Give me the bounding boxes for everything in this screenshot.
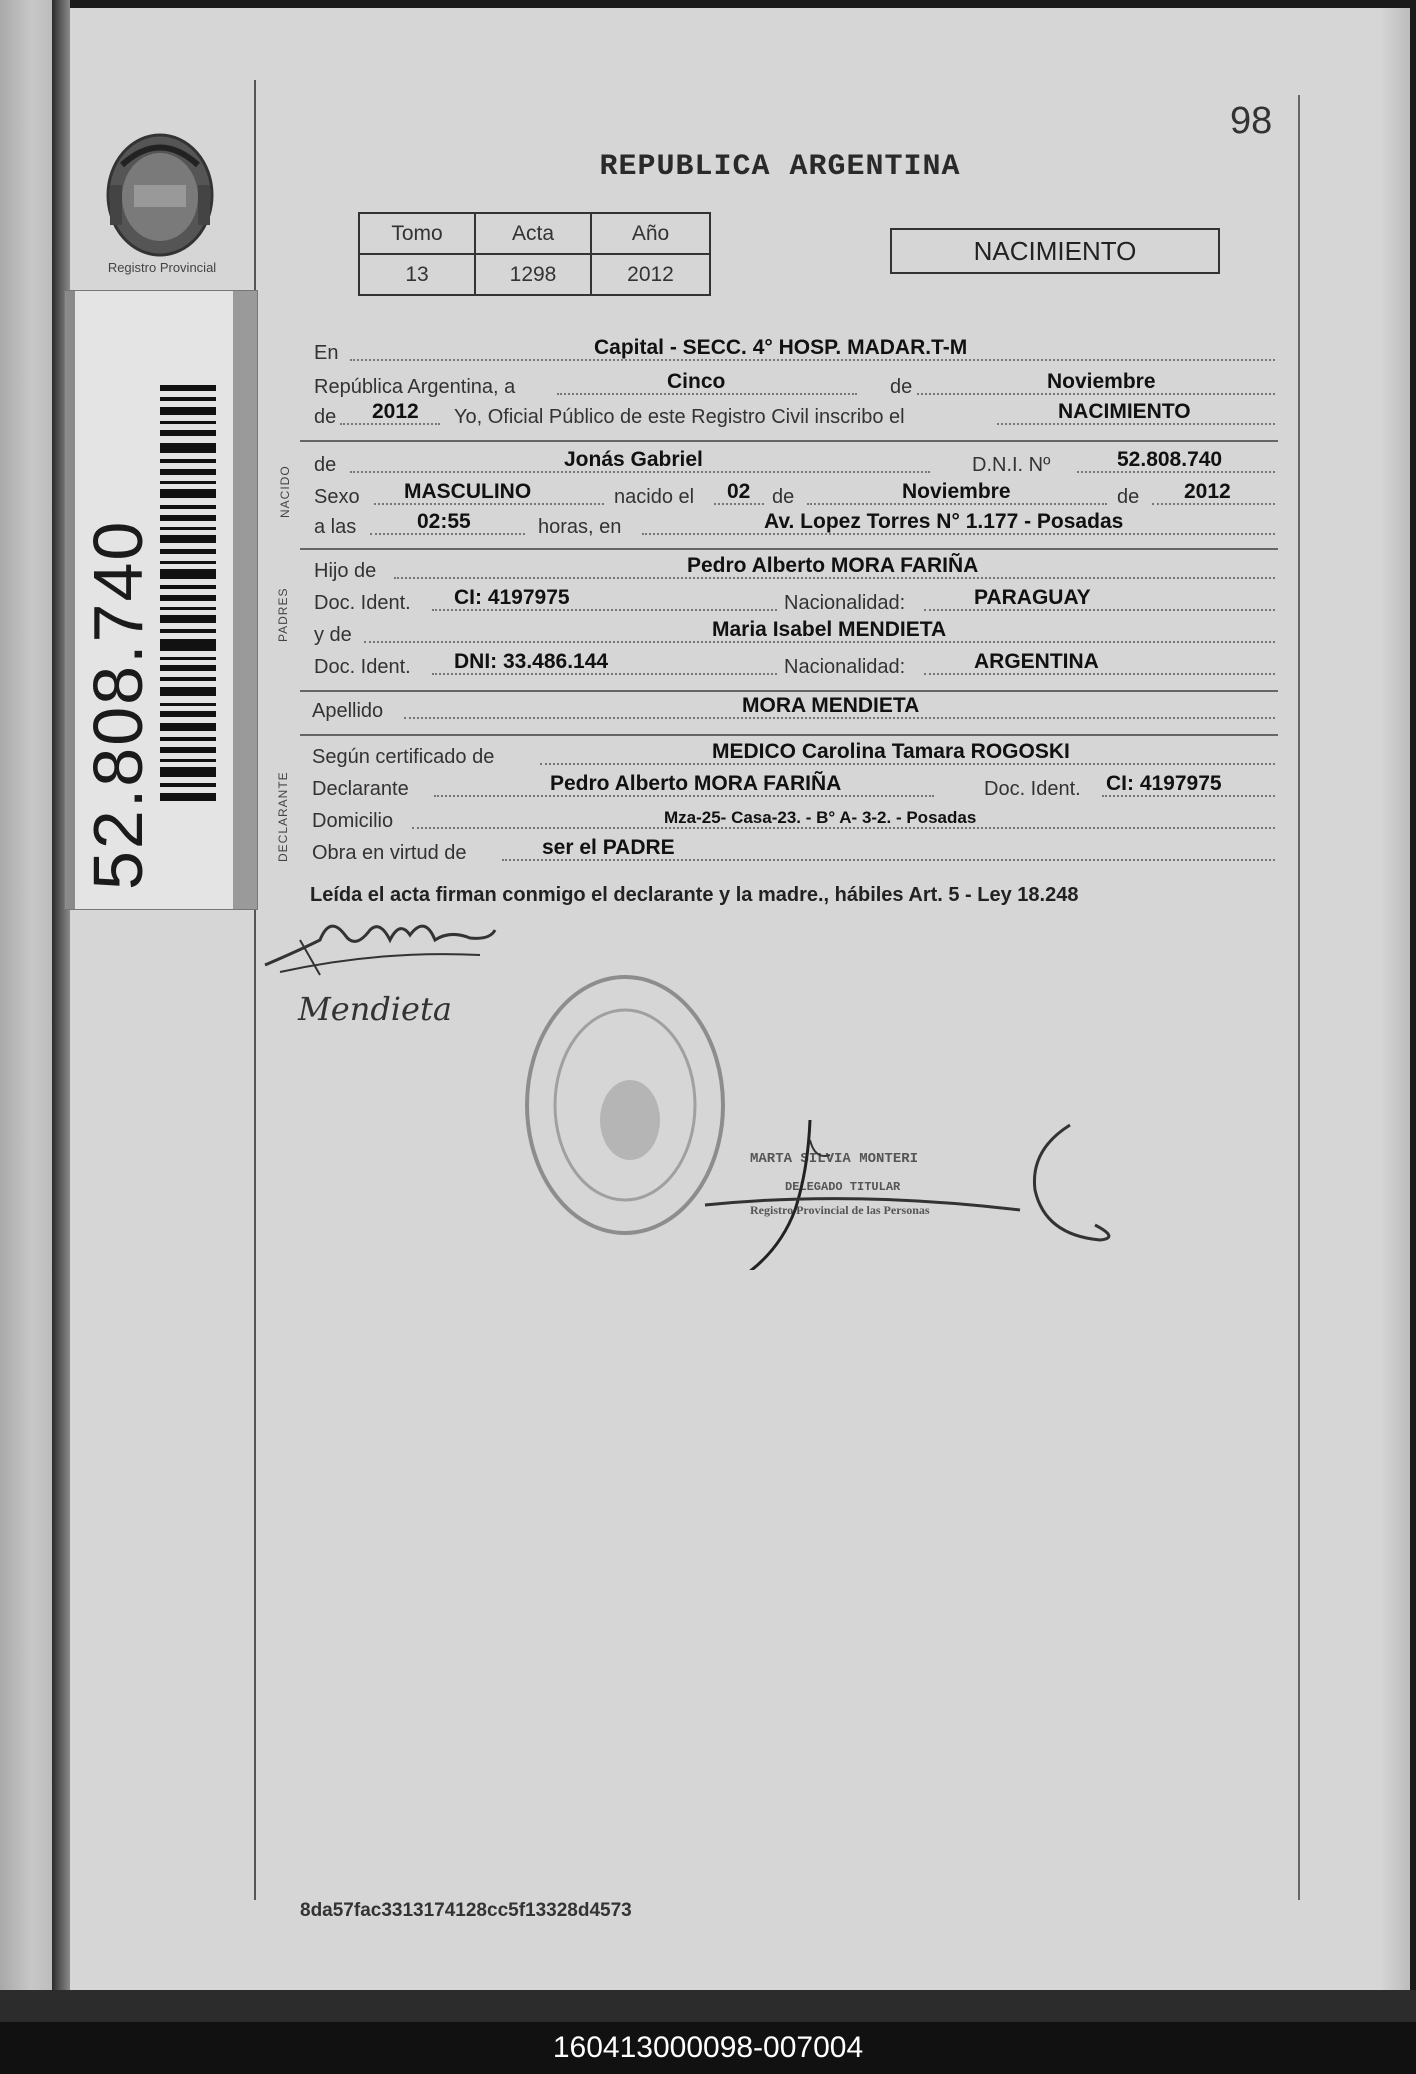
month-value: Noviembre — [1047, 370, 1156, 393]
y-de-label: y de — [314, 624, 352, 646]
section-declarante-label: DECLARANTE — [276, 771, 290, 862]
registry-round-stamp-icon — [520, 970, 730, 1240]
left-page-edge — [0, 0, 52, 1990]
republica-label: República Argentina, a — [314, 376, 516, 398]
tomo-value: 13 — [359, 254, 475, 295]
reference-table-header-row — [359, 213, 710, 254]
document-hash: 8da57fac3313174128cc5f13328d4573 — [300, 1900, 632, 1921]
nacido-de-label: de — [314, 454, 337, 476]
horas-label: horas, en — [538, 516, 622, 538]
declarante-top-line — [300, 734, 1278, 736]
father-name-value: Pedro Alberto MORA FARIÑA — [687, 554, 979, 577]
father-nationality-value: PARAGUAY — [974, 586, 1091, 609]
declarante-signature — [260, 910, 500, 985]
certificado-value: MEDICO Carolina Tamara ROGOSKI — [712, 740, 1070, 763]
father-doc-label: Doc. Ident. — [314, 592, 411, 614]
mother-name-value: Maria Isabel MENDIETA — [712, 618, 947, 641]
tomo-header: Tomo — [359, 213, 475, 254]
domicilio-label: Domicilio — [312, 810, 394, 832]
father-doc-value: CI: 4197975 — [454, 586, 570, 609]
mother-signature: Mendieta — [298, 990, 452, 1028]
sexo-value: MASCULINO — [404, 480, 532, 503]
segun-label: Según certificado de — [312, 746, 495, 768]
barcode-number: 52.808.740 — [79, 519, 157, 890]
apellido-value: MORA MENDIETA — [742, 694, 920, 717]
dni-value: 52.808.740 — [1117, 448, 1223, 471]
en-label: En — [314, 342, 339, 364]
reference-table-value-row — [359, 254, 710, 295]
document-page — [70, 8, 1410, 1990]
reference-table — [358, 212, 711, 296]
document-title: REPUBLICA ARGENTINA — [599, 150, 961, 184]
birth-time-value: 02:55 — [417, 510, 471, 533]
section-nacido-label: NACIDO — [278, 465, 292, 518]
father-nationality-label: Nacionalidad: — [784, 592, 906, 614]
child-name-value: Jonás Gabriel — [564, 448, 703, 471]
footer-id: 160413000098-007004 — [0, 2022, 1416, 2074]
stamp-line-2: DELEGADO TITULAR — [785, 1180, 901, 1194]
hijo-de-label: Hijo de — [314, 560, 377, 582]
nacido-top-line — [300, 440, 1278, 442]
domicilio-value: Mza-25- Casa-23. - B° A- 3-2. - Posadas — [664, 808, 977, 827]
mother-doc-value: DNI: 33.486.144 — [454, 650, 609, 673]
birth-month-value: Noviembre — [902, 480, 1011, 503]
birth-day-value: 02 — [727, 480, 751, 503]
declarante-value: Pedro Alberto MORA FARIÑA — [550, 772, 842, 795]
official-stamp — [700, 1110, 1120, 1270]
birth-place-value: Av. Lopez Torres N° 1.177 - Posadas — [764, 510, 1124, 533]
stamp-line-3: Registro Provincial de las Personas — [750, 1203, 930, 1217]
acta-value: 1298 — [475, 254, 591, 295]
seal-caption: Registro Provincial — [107, 260, 217, 275]
declarante-doc-label: Doc. Ident. — [984, 778, 1081, 800]
scanner-bottom-strip — [0, 1990, 1416, 2022]
nacido-el-label: nacido el — [614, 486, 695, 508]
mother-doc-label: Doc. Ident. — [314, 656, 411, 678]
ano-value: 2012 — [591, 254, 710, 295]
section-padres-label: PADRES — [276, 587, 290, 642]
closing-statement: Leída el acta firman conmigo el declarante y la madre., hábiles Art. 5 - Ley 18.248 — [310, 884, 1079, 906]
barcode-icon — [160, 385, 220, 805]
declarante-label: Declarante — [312, 778, 409, 800]
stamp-line-1: MARTA SILVIA MONTERI — [750, 1151, 919, 1167]
sexo-label: Sexo — [314, 486, 360, 508]
en-value: Capital - SECC. 4° HOSP. MADAR.T-M — [594, 336, 968, 359]
mother-nationality-label: Nacionalidad: — [784, 656, 906, 678]
nacido-de3-label: de — [1117, 486, 1140, 508]
obra-label: Obra en virtud de — [312, 842, 467, 864]
obra-value: ser el PADRE — [542, 836, 675, 859]
oficial-text: Yo, Oficial Público de este Registro Civil inscribo el — [454, 406, 905, 428]
padres-top-line — [300, 548, 1278, 550]
apellido-top-line — [300, 690, 1278, 692]
dni-label: D.N.I. Nº — [972, 454, 1051, 476]
page-number: 98 — [1230, 100, 1273, 142]
mother-nationality-value: ARGENTINA — [974, 650, 1099, 673]
alas-label: a las — [314, 516, 357, 538]
acta-header: Acta — [475, 213, 591, 254]
right-margin-line — [1298, 95, 1300, 1900]
declarante-doc-value: CI: 4197975 — [1106, 772, 1222, 795]
record-type-box: NACIMIENTO — [890, 228, 1220, 274]
nacido-de2-label: de — [772, 486, 795, 508]
de2-label: de — [314, 406, 337, 428]
year-value: 2012 — [372, 400, 419, 423]
day-value: Cinco — [667, 370, 726, 393]
inscribo-value: NACIMIENTO — [1058, 400, 1191, 423]
birth-year-value: 2012 — [1184, 480, 1231, 503]
ano-header: Año — [591, 213, 710, 254]
de-label: de — [890, 376, 913, 398]
apellido-label: Apellido — [312, 700, 384, 722]
